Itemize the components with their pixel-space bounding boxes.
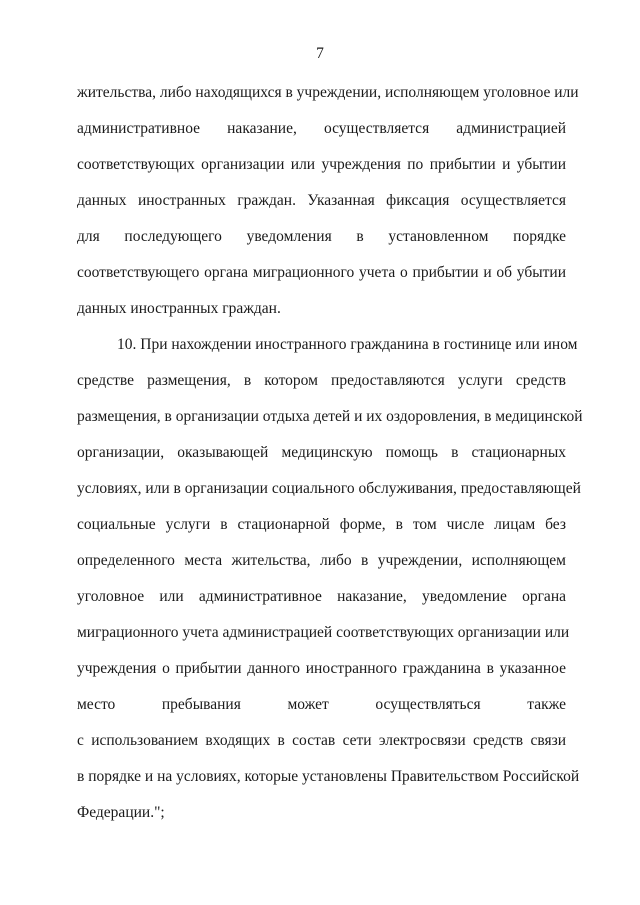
text-line: с использованием входящих в состав сети электросвязи средств связи [77, 732, 566, 749]
text-line: административное наказание, осуществляется администрацией [77, 120, 566, 137]
text-line: социальные услуги в стационарной форме, в том числе лицам без [77, 516, 566, 533]
text-line: учреждения о прибытии данного иностранного гражданина в указанное [77, 660, 566, 677]
text-line: организации, оказывающей медицинскую помощь в стационарных [77, 444, 566, 461]
text-line: уголовное или административное наказание, уведомление органа [77, 588, 566, 605]
text-line: 10. При нахождении иностранного гражданина в гостинице или ином [117, 336, 578, 353]
text-line: размещения, в организации отдыха детей и их оздоровления, в медицинской [77, 408, 583, 425]
text-line: средстве размещения, в котором предоставляются услуги средств [77, 372, 566, 389]
text-line: жительства, либо находящихся в учреждении, исполняющем уголовное или [77, 84, 579, 101]
text-line: определенного места жительства, либо в учреждении, исполняющем [77, 552, 566, 569]
text-line: место пребывания может осуществляться также [77, 696, 566, 713]
text-line: условиях, или в организации социального обслуживания, предоставляющей [77, 480, 581, 497]
text-line: в порядке и на условиях, которые установлены Правительством Российской [77, 768, 580, 785]
page-number: 7 [316, 45, 324, 62]
text-line: соответствующих организации или учреждения по прибытии и убытии [77, 156, 566, 173]
text-line: соответствующего органа миграционного учета о прибытии и об убытии [77, 264, 566, 281]
text-line: Федерации."; [77, 804, 165, 821]
text-line: для последующего уведомления в установленном порядке [77, 228, 566, 245]
text-line: данных иностранных граждан. Указанная фиксация осуществляется [77, 192, 566, 209]
text-line: данных иностранных граждан. [77, 300, 281, 317]
text-line: миграционного учета администрацией соответствующих организации или [77, 624, 570, 641]
